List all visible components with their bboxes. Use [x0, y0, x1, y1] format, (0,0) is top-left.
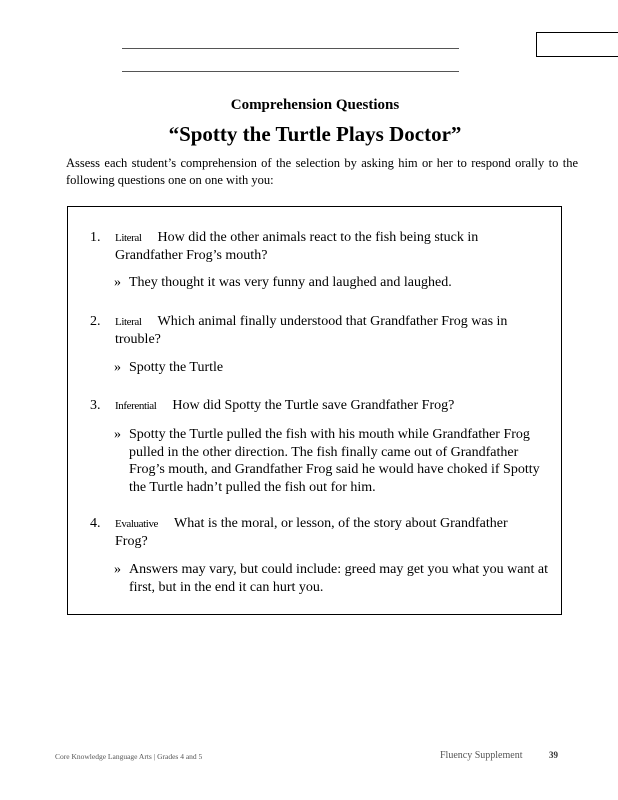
answer-text: Spotty the Turtle: [129, 360, 224, 375]
instructions-text: Assess each student’s comprehension of the selection by asking him or her to respond orally to the following questions one on one with you:: [66, 156, 578, 187]
question-type-label: Inferential: [115, 400, 157, 412]
question-type-label: Literal: [115, 232, 142, 244]
question-type-label: Evaluative: [115, 518, 159, 530]
name-write-line[interactable]: [122, 48, 459, 49]
answer-bullet-icon: »: [114, 360, 121, 375]
answer-bullet-icon: »: [114, 275, 121, 290]
page-number: 39: [549, 750, 558, 760]
question-text: What is the moral, or lesson, of the story about Grandfather: [174, 516, 508, 531]
question-text: How did Spotty the Turtle save Grandfather Frog?: [172, 398, 455, 413]
answer-bullet-icon: »: [114, 562, 121, 577]
story-title: “Spotty the Turtle Plays Doctor”: [168, 122, 462, 146]
question-4: [90, 515, 535, 550]
question-text-continued: trouble?: [115, 332, 161, 347]
answer-3: [114, 426, 554, 496]
page-title: Comprehension Questions: [230, 97, 400, 113]
id-box: [536, 32, 618, 57]
question-number: 3.: [90, 398, 101, 413]
answer-text: Spotty the Turtle pulled the fish with his mouth while Grandfather Frog pulled in the other direction. The fish finally came out of Grandfather Frog’s mouth, and Grandfather Frog said he would have choked if Spotty the Turtle hadn’t pulled the fish out for him.: [129, 427, 540, 495]
question-3: [90, 397, 535, 415]
answer-4: [114, 561, 554, 596]
answer-text: They thought it was very funny and laughed and laughed.: [129, 275, 452, 290]
answer-1: [114, 274, 554, 292]
footer-section: Fluency Supplement: [440, 750, 523, 761]
answer-2: [114, 359, 554, 377]
footer-publisher: Core Knowledge Language Arts | Grades 4 and 5: [55, 752, 203, 761]
question-2: [90, 313, 535, 348]
question-number: 1.: [90, 230, 101, 245]
question-text-continued: Frog?: [115, 534, 148, 549]
questions-box: [67, 206, 562, 615]
question-type-label: Literal: [115, 316, 142, 328]
question-number: 4.: [90, 516, 101, 531]
answer-text: Answers may vary, but could include: greed may get you what you want at first, but in the end it can hurt you.: [129, 562, 548, 595]
question-text: Which animal finally understood that Grandfather Frog was in: [157, 314, 508, 329]
question-text-continued: Grandfather Frog’s mouth?: [115, 248, 268, 263]
question-text: How did the other animals react to the fish being stuck in: [157, 230, 479, 245]
date-write-line[interactable]: [122, 71, 459, 72]
question-1: [90, 229, 535, 264]
question-number: 2.: [90, 314, 101, 329]
answer-bullet-icon: »: [114, 427, 121, 442]
